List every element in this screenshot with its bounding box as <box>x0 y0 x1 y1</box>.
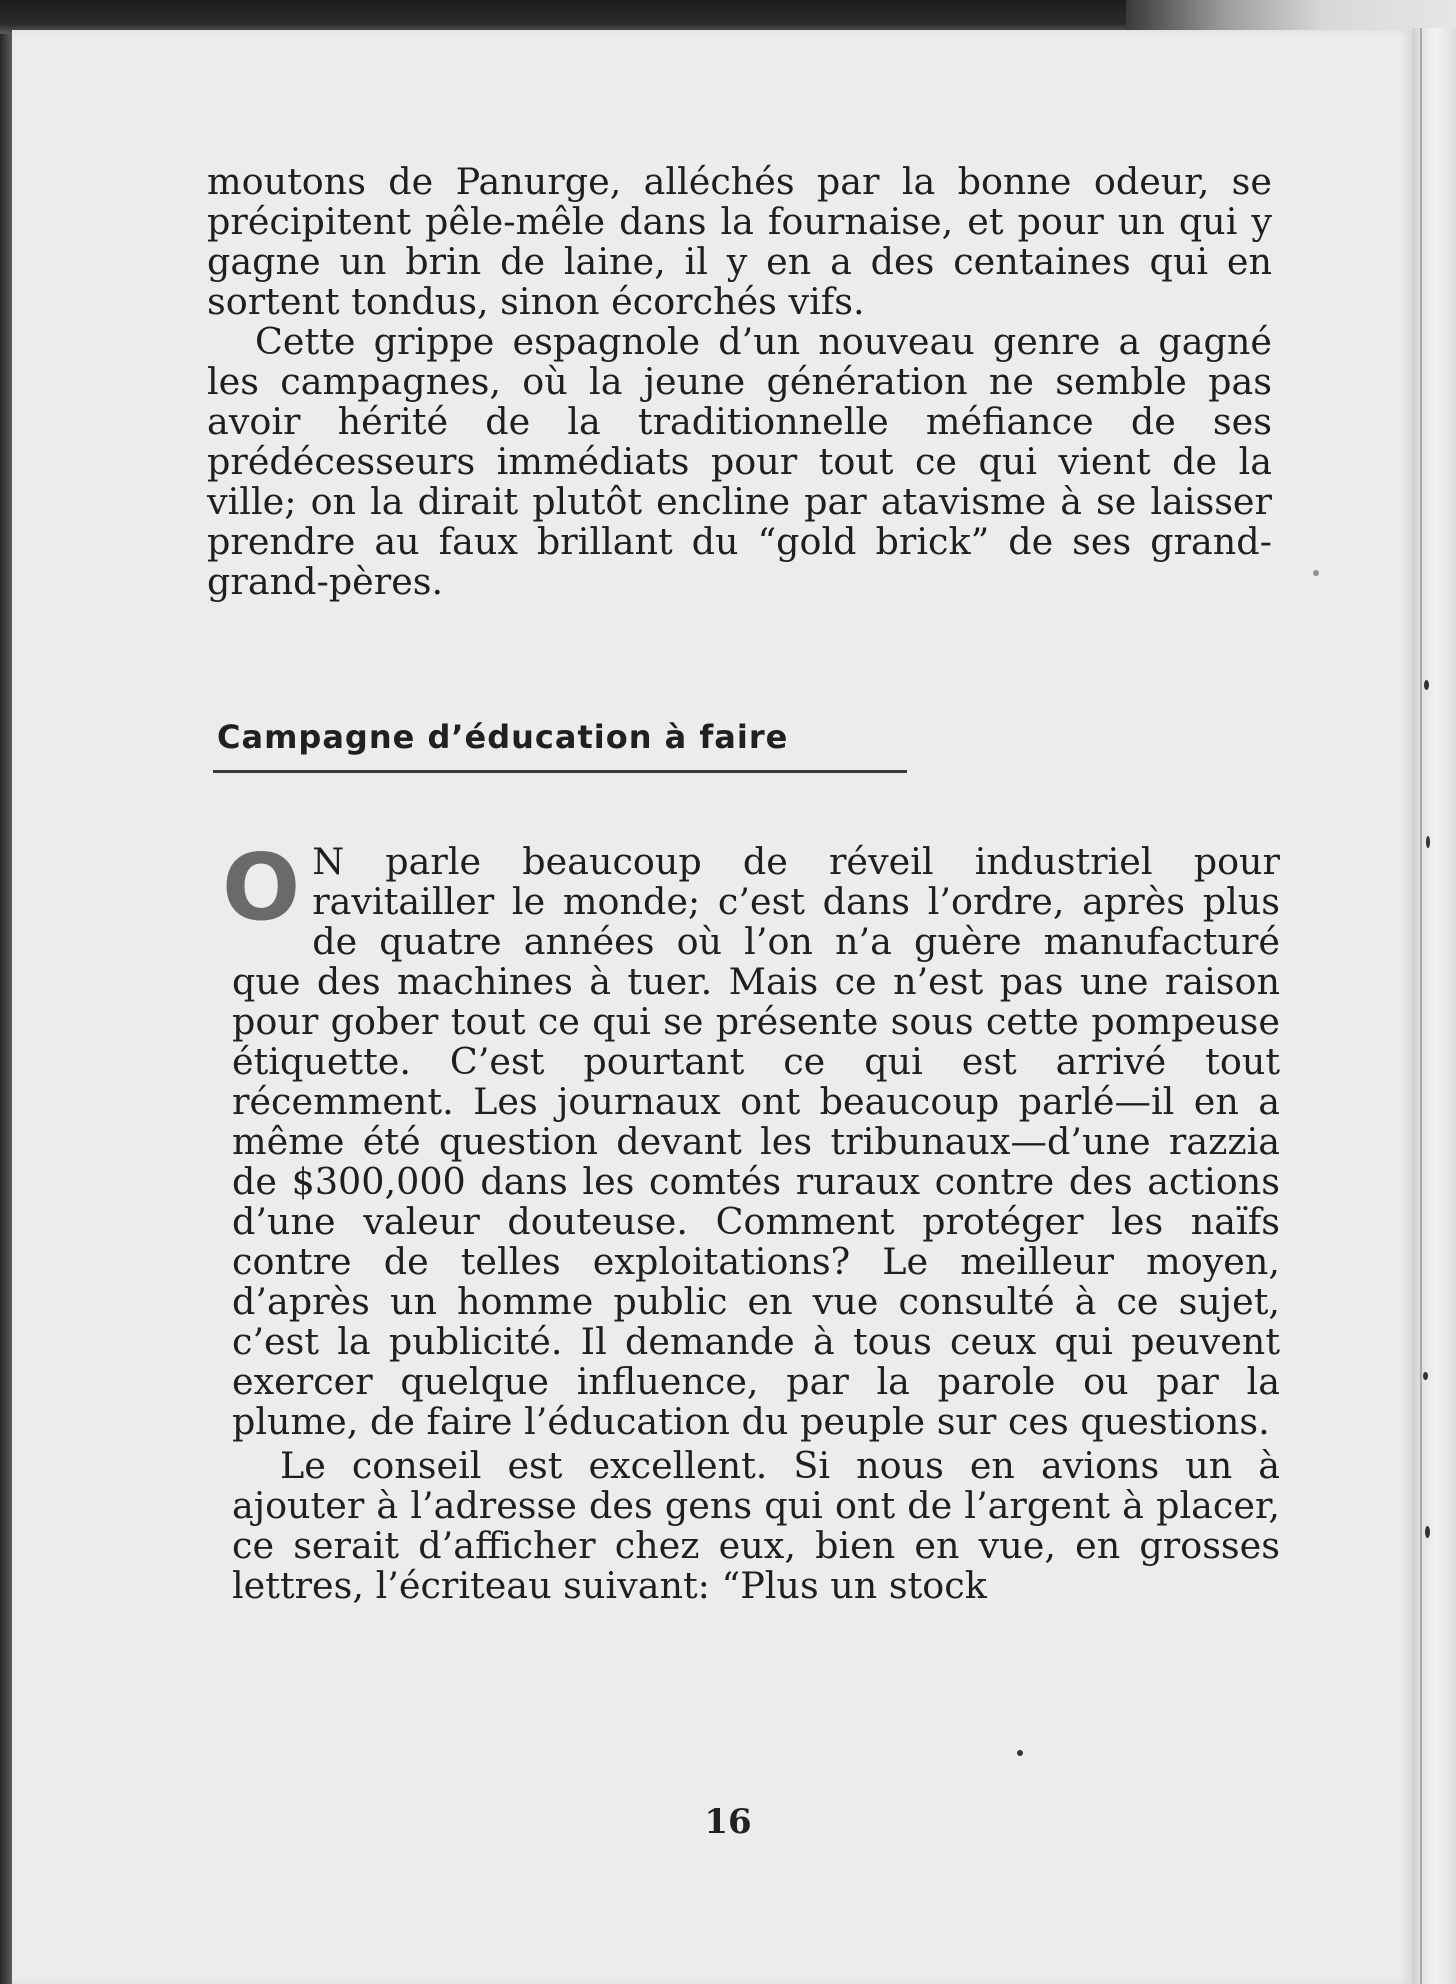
dust-speck <box>1017 1750 1023 1756</box>
dust-speck <box>1423 1372 1428 1380</box>
dust-speck <box>1424 680 1429 690</box>
heading-underline <box>213 770 907 773</box>
paragraph-continued: moutons de Panurge, alléchés par la bonne odeur, se précipitent pêle-mêle dans la fournaise, et pour un qui y gagne un brin de laine, il y en a des centaines qui en sortent tondus, sinon écorchés vifs. <box>207 160 1272 323</box>
drop-cap: O <box>222 834 301 941</box>
page-edge-line <box>1420 28 1422 1984</box>
page-edge <box>1412 28 1456 1984</box>
scan-left-border <box>0 0 12 1984</box>
paragraph-grippe: Cette grippe espagnole d’un nouveau genre a gagné les campagnes, où la jeune génération ne semble pas avoir hérité de la traditionnelle méfiance de ses prédécesseurs immédiats pour tout ce qui vient de la ville; on la dirait plutôt encline par atavisme à se laisser prendre au faux brillant du “gold brick” de ses grand-grand-pères. <box>207 320 1272 603</box>
paragraph-reveil-wrapper <box>222 834 1280 1443</box>
paragraph-conseil: Le conseil est excellent. Si nous en avions un à ajouter à l’adresse des gens qui ont de l’argent à placer, ce serait d’afficher chez eux, bien en vue, en grosses lettres, l’écriteau suivant: “Plus un stock <box>232 1444 1280 1607</box>
page-number: 16 <box>704 1802 752 1842</box>
paragraph-reveil: N parle beaucoup de réveil industriel pour ravitailler le monde; c’est dans l’ordre, après plus de quatre années où l’on n’a guère manufacturé que des machines à tuer. Mais ce n’est pas une raison pour gober tout ce qui se présente sous cette pompeuse étiquette. C’est pourtant ce qui est arrivé tout récemment. Les journaux ont beaucoup parlé—il en a même été question devant les tribunaux—d’une razzia de $300,000 dans les comtés ruraux contre des actions d’une valeur douteuse. Comment protéger les naïfs contre de telles exploitations? Le meilleur moyen, d’après un homme public en vue consulté à ce sujet, c’est la publicité. Il demande à tous ceux qui peuvent exercer quelque influence, par la parole ou par la plume, de faire l’éducation du peuple sur ces questions. <box>232 840 1280 1443</box>
dust-speck <box>1426 836 1430 848</box>
section-heading: Campagne d’éducation à faire <box>217 718 789 756</box>
text-block-top <box>207 162 1272 602</box>
text-block-bottom <box>222 834 1280 1607</box>
scan-top-right-border <box>1126 0 1456 34</box>
dust-speck <box>1425 1526 1430 1538</box>
dust-speck <box>1313 570 1319 576</box>
